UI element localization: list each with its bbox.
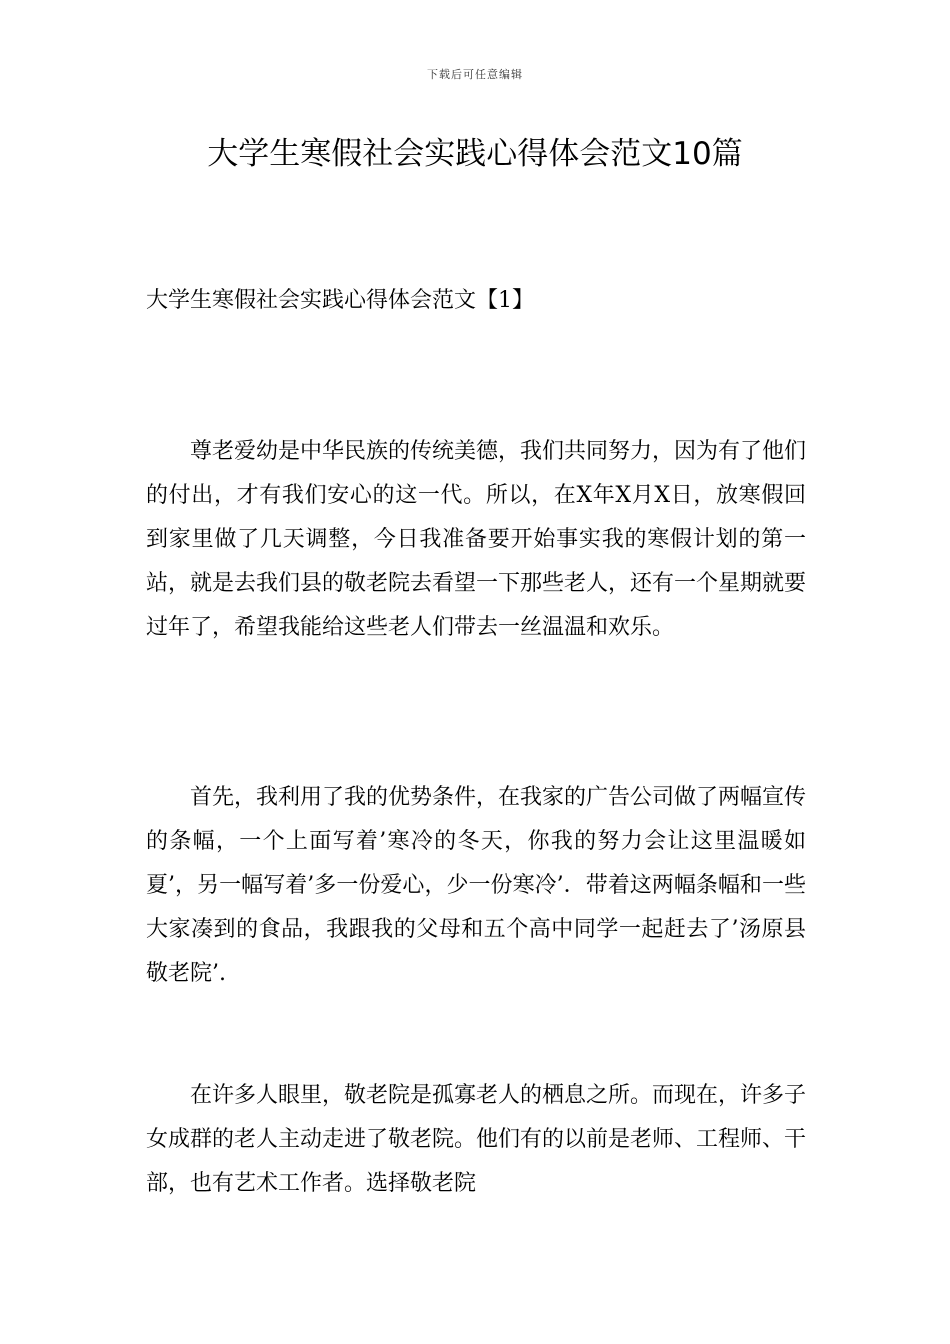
header-note: 下载后可任意编辑 (427, 68, 523, 81)
paragraph-1: 尊老爱幼是中华民族的传统美德，我们共同努力，因为有了他们的付出，才有我们安心的这一代。所以，在X年X月X日，放寒假回到家里做了几天调整，今日我准备要开始事实我的寒假计划的第一站，就是去我们县的敬老院去看望一下那些老人，还有一个星期就要过年了，希望我能给这些老人们带去一丝温温和欢乐。 (146, 439, 807, 640)
section-heading: 大学生寒假社会实践心得体会范文【1】 (146, 288, 534, 313)
paragraph-3: 在许多人眼里，敬老院是孤寡老人的栖息之所。而现在，许多子女成群的老人主动走进了敬老院。他们有的以前是老师、工程师、干部，也有艺术工作者。选择敬老院 (146, 1083, 807, 1196)
document-title: 大学生寒假社会实践心得体会范文10篇 (207, 136, 743, 172)
paragraph-2: 首先，我利用了我的优势条件，在我家的广告公司做了两幅宣传的条幅，一个上面写着’寒冷的冬天，你我的努力会让这里温暖如夏’，另一幅写着’多一份爱心，少一份寒冷’．带着这两幅条幅和一些大家凑到的食品，我跟我的父母和五个高中同学一起赶去了’汤原县敬老院’. (146, 785, 807, 986)
